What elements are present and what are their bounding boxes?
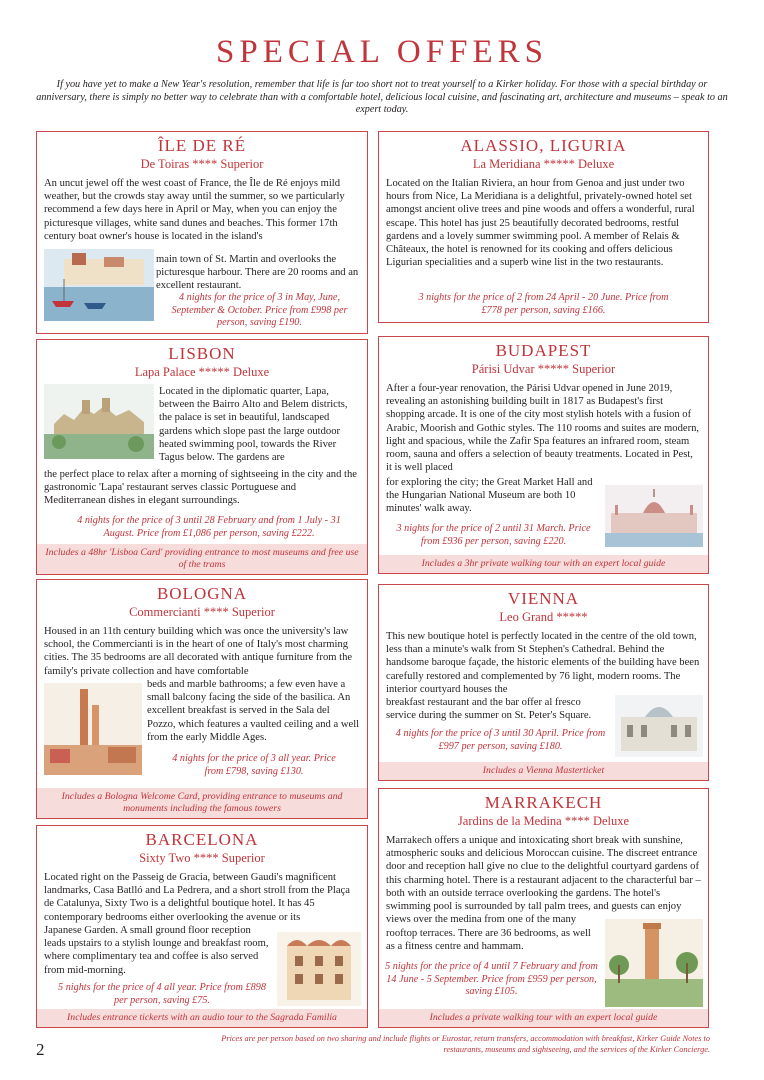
included-extra: Includes a Bologna Welcome Card, providing entrance to museums and monuments including the famous towers [37,788,367,818]
offer-card-budapest [378,336,709,574]
hotel-name: Jardins de la Medina **** Deluxe [457,814,630,828]
hotel-name: Commercianti **** Superior [129,605,275,619]
barcelona-building-illustration [277,932,361,1006]
description-continued: beds and marble bathrooms; a few even have a small balcony facing the side of the basilica. An excellent breakfast is served in the Sala del Pozzo, which features a vaulted ceiling and a well from the early Middle Ages. [147,679,360,743]
destination-title: ÎLE DE RÉ [157,136,247,155]
parliament-illustration [605,485,703,547]
included-extra: Includes a Vienna Masterticket [379,762,708,780]
hotel-name: Sixty Two **** Superior [139,851,265,865]
vienna-building-illustration [615,695,703,757]
included-extra: Includes entrance tickerts with an audio tour to the Sagrada Familia [37,1009,367,1027]
offer-card-ile-de-re [36,131,368,334]
offer-price: 3 nights for the price of 2 from 24 April - 20 June. Price from £778 per person, saving £166. [418,292,669,316]
hotel-name: La Meridiana ***** Deluxe [472,157,615,171]
hotel-name: De Toiras **** Superior [140,157,264,171]
harbour-illustration [44,249,154,321]
offer-price: 5 nights for the price of 4 all year. Price from £898 per person, saving £75. [58,982,266,1006]
destination-title: LISBON [168,344,236,363]
description-continued: breakfast restaurant and the bar offer al fresco service during the summer on St. Peter's Square. [386,697,592,722]
offer-card-lisbon [36,339,368,575]
destination-title: BUDAPEST [495,341,592,360]
bologna-towers-illustration [44,683,142,775]
offer-price: 4 nights for the price of 3 until 28 February and from 1 July - 31 August. Price from £1,086 per person, saving £222. [77,515,341,539]
hotel-name: Leo Grand ***** [499,610,588,624]
offer-card-bologna [36,579,368,819]
footnote: Prices are per person based on two sharing and include flights or Eurostar, return transfers, accommodation with breakfast, Kirker Guide Notes to restaurants, museums and sightseeing, and the services of the Kirker Concierge. [221,1034,710,1054]
description: This new boutique hotel is perfectly located in the centre of the old town, less than a minute's walk from St Stephen's Cathedral. Behind the handsome baroque façade, the historic elements of the building have been carefully restored and complemented by 76 light, modern rooms. The interior courtyard houses the [386,631,700,695]
description: After a four-year renovation, the Párisi Udvar opened in June 2019, revealing an astonishing building built in 1817 as Budapest's first shopping arcade. It is one of the city most stylish hotels with a fusion of Arabic, Moorish and Gothic styles. The 110 rooms and suites are modern, light and spacious, while the Zafir Spa features an infrared room, steam room, sauna and offers a selection of beauty treatments. Located in Pest, it is well placed [386,383,700,474]
description-continued: Japanese Garden. A small ground floor reception leads upstairs to a stylish lounge and breakfast room, where complimentary tea and coffee is also served from mid-morning. [44,925,269,976]
description: Located in the diplomatic quarter, Lapa, between the Bairro Alto and Belem districts, the palace is set in beautiful, landscaped gardens which slope past the large outdoor heated swimming pool, towards the River Tagus below. The gardens are [159,386,348,464]
destination-title: MARRAKECH [484,793,603,812]
description: Housed in an 11th century building which was once the university's law school, the Commercianti is in the heart of one of Italy's most charming cities. The 35 bedrooms are all decorated with antique furniture from the family's private collection and have comfortable [44,626,353,677]
description-continued: for exploring the city; the Great Market Hall and the Hungarian National Museum are both 10 minutes' walk away. [386,477,593,515]
description-continued: rooftop terraces. There are 36 bedrooms, as well as a fitness centre and hammam. [386,928,591,953]
description-continued: the perfect place to relax after a morning of sightseeing in the city and the gastronomic 'Lapa' restaurant serves classic Portuguese and Mediterranean dishes in elegant surroundings. [44,469,357,507]
description: Marrakech offers a unique and intoxicating short break with sunshine, atmospheric souks and delicious Moroccan cuisine. The discreet entrance door and reception hall give no clue to the delightful courtyard gardens of this charming hotel. There is a restaurant adjacent to the characterful bar – both with an outside terrace overlooking the gardens. The hotel's swimming pool is surrounded by tall palm trees, and guests can enjoy views over the medina from one of the many [386,835,701,926]
offer-card-alassio [378,131,709,323]
destination-title: BARCELONA [145,830,259,849]
page-number: 2 [36,1040,45,1059]
description: Located right on the Passeig de Gracia, between Gaudi's magnificent landmarks, Casa Batlló and La Pedrera, and a short stroll from the Plaça de Catalunya, Sixty Two is a delightful boutique hotel. It has 45 contemporary bedrooms either overlooking the avenue or its [44,872,350,923]
lisbon-castle-illustration [44,384,154,459]
offer-price: 5 nights for the price of 4 until 7 February and from 14 June - 5 September. Price from £959 per person, saving £105. [385,961,598,998]
hotel-name: Lapa Palace ***** Deluxe [134,365,270,379]
hotel-name: Párisi Udvar ***** Superior [471,362,616,376]
offer-price: 3 nights for the price of 2 until 31 March. Price from £936 per person, saving £220. [396,523,591,547]
offer-card-marrakech [378,788,709,1028]
offer-price: 4 nights for the price of 3 all year. Price from £798, saving £130. [172,753,336,777]
offer-card-vienna [378,584,709,781]
offer-price: 4 nights for the price of 3 in May, June, September & October. Price from £998 per person, saving £190. [171,292,348,329]
description: An uncut jewel off the west coast of France, the Île de Ré enjoys mild weather, but the crowds stay away until the summer, so we particularly recommend a few days here in April or May, when you can enjoy the picturesque villages, white sand dunes and beaches. This former 17th century boat owner's house is located in the island's [44,178,345,242]
marrakech-mosque-illustration [605,919,703,1007]
included-extra: Includes a private walking tour with an expert local guide [379,1009,708,1027]
destination-title: VIENNA [507,589,580,608]
description-continued: main town of St. Martin and overlooks the picturesque harbour. There are 20 rooms and an excellent restaurant. [156,254,359,292]
destination-title: BOLOGNA [156,584,248,603]
page-title: SPECIAL OFFERS [216,34,548,70]
offer-price: 4 nights for the price of 3 until 30 April. Price from £997 per person, saving £180. [395,728,606,752]
description: Located on the Italian Riviera, an hour from Genoa and just under two hours from Nice, La Meridiana is a delightful, privately-owned hotel set amongst ancient olive trees and pine woods and offers a wonderful, rural escape. This hotel has just 25 beautifully decorated bedrooms, restful gardens and a lovely summer swimming pool. A member of Relais & Châteaux, the hotel is renowned for its cooking and offers delicious Ligurian specialities and a superb wine list in the two restaurants. [386,178,695,269]
intro-text: If you have yet to make a New Year's resolution, remember that life is far too short not to treat yourself to a Kirker holiday. For those with a special birthday or anniversary, there is simply no better way to celebrate than with a comfortable hotel, delicious local cuisine, and fascinating art, architecture and museums – speak to an expert today. [36,79,728,116]
included-extra: Includes a 48hr 'Lisboa Card' providing entrance to most museums and free use of the trams [37,544,367,574]
offer-card-barcelona [36,825,368,1028]
included-extra: Includes a 3hr private walking tour with an expert local guide [379,555,708,573]
destination-title: ALASSIO, LIGURIA [460,136,627,155]
